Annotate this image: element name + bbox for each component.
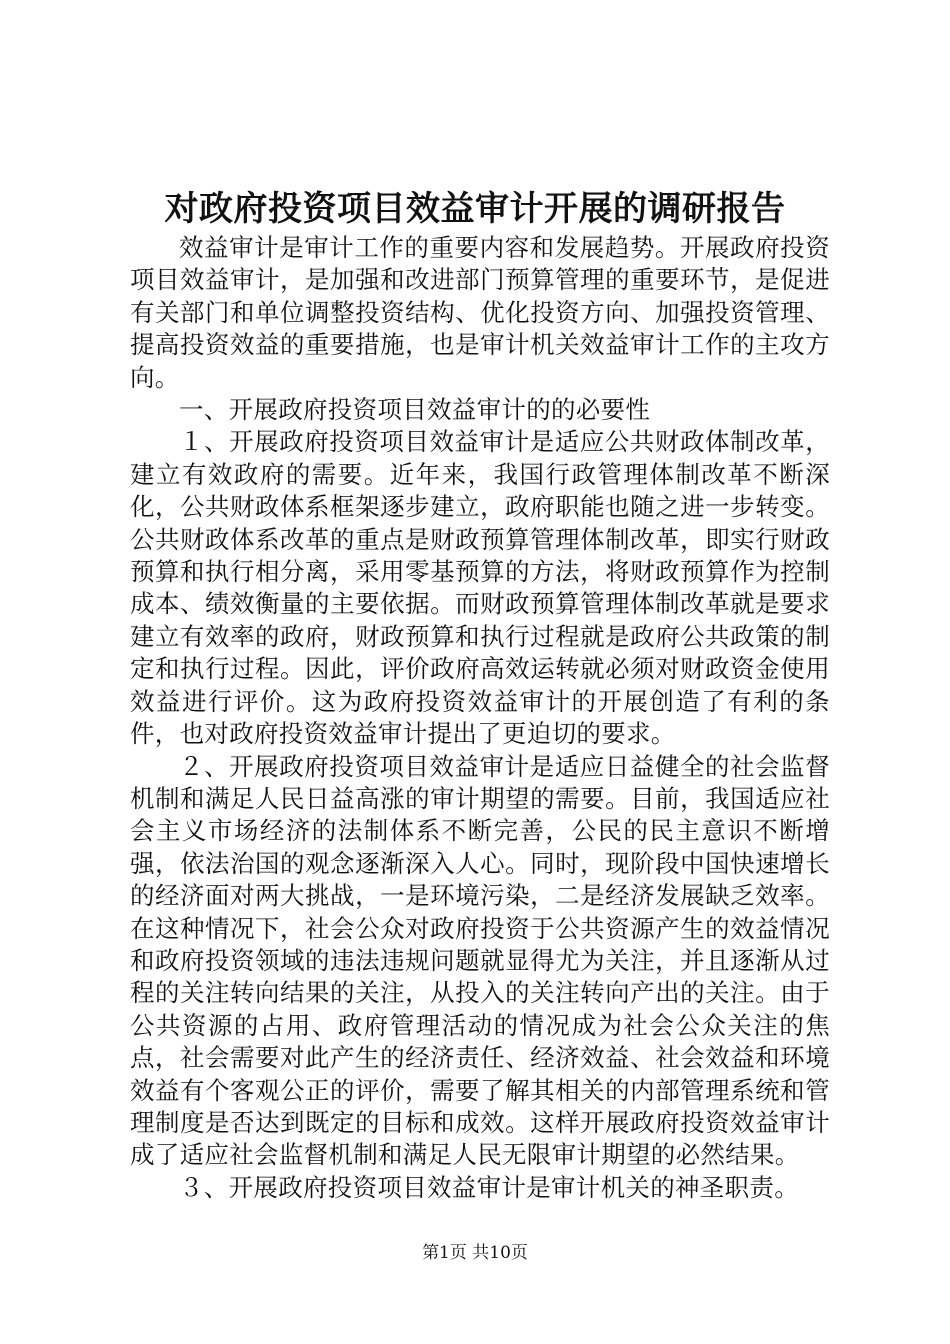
numbered-paragraph-1: １、开展政府投资项目效益审计是适应公共财政体制改革，建立有效政府的需要。近年来，我国行政管理体制改革不断深化，公共财政体系框架逐步建立，政府职能也随之进一步转变。公共财政体系改革的重点是财政预算管理体制改革，即实行财政预算和执行相分离，采用零基预算的方法，将财政预算作为控制成本、绩效衡量的主要依据。而财政预算管理体制改革就是要求建立有效率的政府，财政预算和执行过程就是政府公共政策的制定和执行过程。因此，评价政府高效运转就必须对财政资金使用效益进行评价。这为政府投资效益审计的开展创造了有利的条件，也对政府投资效益审计提出了更迫切的要求。 <box>130 427 830 749</box>
numbered-paragraph-3: ３、开展政府投资项目效益审计是审计机关的神圣职责。 <box>179 1172 799 1202</box>
document-body <box>130 232 830 1204</box>
section-heading-1: 一、开展政府投资项目效益审计的的必要性 <box>179 395 651 425</box>
numbered-paragraph-2: ２、开展政府投资项目效益审计是适应日益健全的社会监督机制和满足人民日益高涨的审计期望的需要。目前，我国适应社会主义市场经济的法制体系不断完善，公民的民主意识不断增强，依法治国的观念逐渐深入人心。同时，现阶段中国快速增长的经济面对两大挑战，一是环境污染，二是经济发展缺乏效率。在这种情况下，社会公众对政府投资于公共资源产生的效益情况和政府投资领域的违法违规问题就显得尤为关注，并且逐渐从过程的关注转向结果的关注，从投入的关注转向产出的关注。由于公共资源的占用、政府管理活动的情况成为社会公众关注的焦点，社会需要对此产生的经济责任、经济效益、社会效益和环境效益有个客观公正的评价，需要了解其相关的内部管理系统和管理制度是否达到既定的目标和成效。这样开展政府投资效益审计成了适应社会监督机制和满足人民无限审计期望的必然结果。 <box>130 751 830 1170</box>
page-title: 对政府投资项目效益审计开展的调研报告 <box>164 189 786 229</box>
page-number-footer: 第1页 共10页 <box>422 1243 528 1263</box>
intro-paragraph: 效益审计是审计工作的重要内容和发展趋势。开展政府投资项目效益审计，是加强和改进部门预算管理的重要环节，是促进有关部门和单位调整投资结构、优化投资方向、加强投资管理、提高投资效益的重要措施，也是审计机关效益审计工作的主攻方向。 <box>130 233 830 392</box>
